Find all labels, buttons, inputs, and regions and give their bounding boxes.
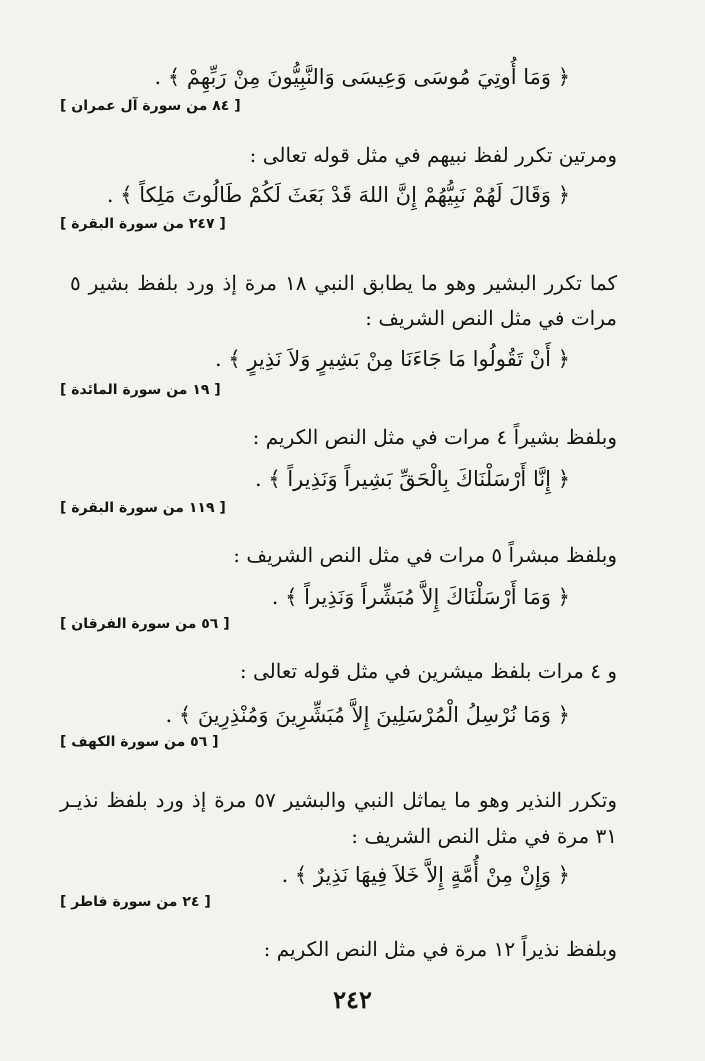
- surah-reference: [ ٨٤ من سورة آل عمران ]: [60, 98, 241, 114]
- surah-reference: [ ٢٤ من سورة فاطر ]: [60, 894, 211, 910]
- text-line: ومرتين تكرر لفظ نبيهم في مثل قوله تعالى :: [249, 143, 617, 167]
- verse-line: ﴿ وَقَالَ لَهُمْ نَبِيُّهُمْ إِنَّ اللهَ قَدْ بَعَثَ لَكُمْ طَالُوتَ مَلِكاً ﴾ .: [106, 183, 570, 207]
- surah-reference: [ ١١٩ من سورة البقرة ]: [60, 500, 226, 516]
- surah-reference: [ ١٩ من سورة المائدة ]: [60, 382, 221, 398]
- surah-reference: [ ٥٦ من سورة الفرقان ]: [60, 616, 230, 632]
- surah-reference: [ ٢٤٧ من سورة البقرة ]: [60, 216, 226, 232]
- page-number: ٢٤٢: [333, 985, 372, 1014]
- verse-line: ﴿ أَنْ تَقُولُوا مَا جَاءَنَا مِنْ بَشِيرٍ وَلاَ نَذِيرٍ ﴾ .: [215, 347, 570, 371]
- text-paragraph: وتكرر النذير وهو ما يماثل النبي والبشير ٥٧ مرة إذ ورد بلفظ نذيـر ٣١ مرة في مثل النص الشريف :: [60, 788, 617, 848]
- verse-line: ﴿ وَمَا أُوتِيَ مُوسَى وَعِيسَى وَالنَّبِيُّونَ مِنْ رَبِّهِمْ ﴾ .: [154, 65, 570, 89]
- surah-reference: [ ٥٦ من سورة الكهف ]: [60, 734, 219, 750]
- verse-line: ﴿ وَمَا نُرْسِلُ الْمُرْسَلِينَ إِلاَّ مُبَشِّرِينَ وَمُنْذِرِينَ ﴾ .: [165, 703, 570, 727]
- text-paragraph: كما تكرر البشير وهو ما يطابق النبي ١٨ مرة إذ ورد بلفظ بشير ٥ مرات في مثل النص الشريف :: [70, 271, 617, 330]
- verse-line: ﴿ إِنَّا أَرْسَلْنَاكَ بِالْحَقِّ بَشِيراً وَنَذِيراً ﴾ .: [255, 467, 570, 491]
- text-line: وبلفظ مبشراً ٥ مرات في مثل النص الشريف :: [233, 543, 617, 567]
- verse-line: ﴿ وَإِنْ مِنْ أُمَّةٍ إِلاَّ خَلاَ فِيهَا نَذِيرٌ ﴾ .: [281, 863, 570, 887]
- verse-line: ﴿ وَمَا أَرْسَلْنَاكَ إِلاَّ مُبَشِّراً وَنَذِيراً ﴾ .: [271, 585, 570, 609]
- text-line: و ٤ مرات بلفظ ميشرين في مثل قوله تعالى :: [239, 659, 617, 683]
- text-line: وبلفظ نذيراً ١٢ مرة في مثل النص الكريم :: [263, 937, 617, 961]
- text-line: وبلفظ بشيراً ٤ مرات في مثل النص الكريم :: [252, 425, 617, 449]
